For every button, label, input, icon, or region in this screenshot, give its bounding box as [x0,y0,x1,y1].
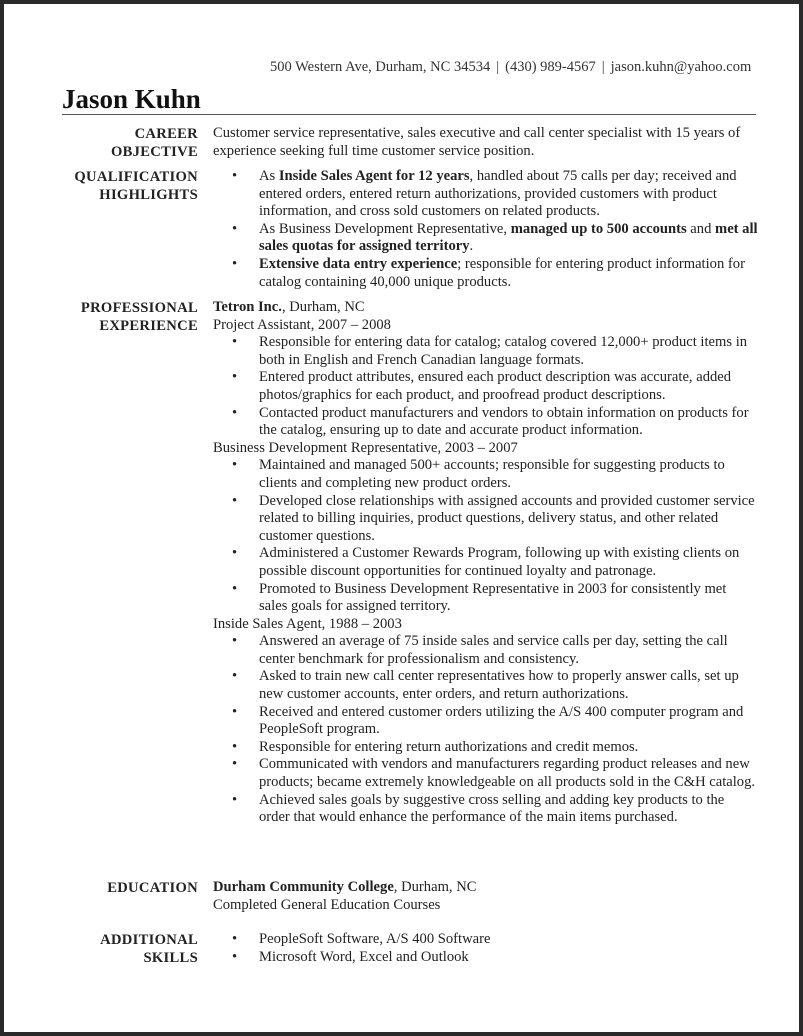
section-label [4,125,198,161]
item-emphasis: Inside Sales Agent for 12 years [278,168,470,184]
list-item: • Contacted product manufacturers and vendors to obtain information on products for the catalog, ensuring up to date and accurate product information. [213,405,758,440]
job-bullets [213,633,758,827]
section-label [4,931,198,967]
candidate-name: Jason Kuhn [62,84,201,114]
label-line: SKILLS [143,950,198,966]
contact-address: 500 Western Ave, Durham, NC 34534 [270,59,491,75]
section-content [213,931,758,966]
label-line: CAREER [134,126,198,142]
job-bullets [213,457,758,615]
job-title: Project Assistant, 2007 – 2008 [213,316,391,333]
list-item: • Answered an average of 75 inside sales and service calls per day, setting the call center benchmark for professionalism and consistency. [213,633,758,668]
contact-line [270,59,751,76]
list-item: • Microsoft Word, Excel and Outlook [213,949,758,967]
list-item: • Achieved sales goals by suggestive cross selling and adding key products to the order that would enhance the performance of the main items purchased. [213,792,758,827]
label-line: HIGHLIGHTS [99,187,198,203]
section-label [4,168,198,204]
item-text: As Business Development Representative, [259,220,511,237]
item-emphasis: Extensive data entry experience [259,255,458,272]
list-item: • PeopleSoft Software, A/S 400 Software [213,931,758,949]
label-line: OBJECTIVE [110,144,198,160]
school-location: , Durham, NC [393,879,477,895]
contact-separator: | [601,59,605,75]
list-item: • Maintained and managed 500+ accounts; responsible for suggesting products to clients and completing new product orders. [213,457,758,492]
list-item: • Entered product attributes, ensured each product description was accurate, added photos/graphics for each product, and proofread product descriptions. [213,369,758,404]
contact-separator: | [496,59,500,75]
list-item [213,256,758,291]
list-item [213,168,758,221]
list-item: • Received and entered customer orders utilizing the A/S 400 computer program and PeopleSoft program. [213,704,758,739]
section-label [4,299,198,335]
header-divider [62,114,756,115]
item-text: , handled about 75 calls per day; received and entered orders, entered return authorizations, provided customers with product information, and cross sold customers on related products. [259,168,737,220]
objective-text: Customer service representative, sales executive and call center specialist with 15 years of experience seeking full time customer service position. [213,125,741,159]
job-title: Inside Sales Agent, 1988 – 2003 [213,615,402,632]
label-line: QUALIFICATION [74,169,198,185]
item-text: . [469,238,474,255]
label-line: ADDITIONAL [100,932,198,948]
section-label [4,879,198,897]
education-detail: Completed General Education Courses [213,896,441,913]
qualification-list [213,168,758,291]
item-text: As [259,168,279,184]
item-text: ; responsible for entering product information for catalog containing 40,000 unique products. [259,255,745,290]
job-bullets [213,334,758,440]
company-line [213,299,758,317]
list-item: • Promoted to Business Development Representative in 2003 for consistently met sales goals for assigned territory. [213,581,758,616]
school-line [213,879,758,897]
contact-email: jason.kuhn@yahoo.com [610,59,752,75]
company-name: Tetron Inc. [213,299,282,315]
label-line: EXPERIENCE [99,318,198,334]
list-item: • Communicated with vendors and manufacturers regarding product releases and new products; became extremely knowledgeable on all products sold in the C&H catalog. [213,756,758,791]
label-line: PROFESSIONAL [80,300,198,316]
skills-list [213,931,758,966]
section-content [213,299,758,827]
list-item: • Responsible for entering return authorizations and credit memos. [213,739,758,757]
item-text: and [686,220,716,237]
list-item [213,221,758,256]
company-location: , Durham, NC [281,299,365,315]
contact-phone: (430) 989-4567 [505,59,596,75]
job-title: Business Development Representative, 2003 – 2007 [213,439,518,456]
list-item: • Administered a Customer Rewards Program, following up with existing clients on possible discount opportunities for continued loyalty and patronage. [213,545,758,580]
section-content [213,168,758,291]
list-item: • Developed close relationships with assigned accounts and provided customer service related to billing inquiries, product questions, delivery status, and other related customer questions. [213,493,758,546]
label-line: EDUCATION [107,880,198,896]
section-content [213,125,758,160]
school-name: Durham Community College [213,879,394,895]
item-emphasis: managed up to 500 accounts [510,220,687,237]
section-content [213,879,758,914]
list-item: • Responsible for entering data for catalog; catalog covered 12,000+ product items in both in English and French Canadian language formats. [213,334,758,369]
item-emphasis: met all sales quotas for assigned territory [259,220,758,255]
list-item: • Asked to train new call center representatives how to properly answer calls, set up new customer accounts, enter orders, and return authorizations. [213,668,758,703]
